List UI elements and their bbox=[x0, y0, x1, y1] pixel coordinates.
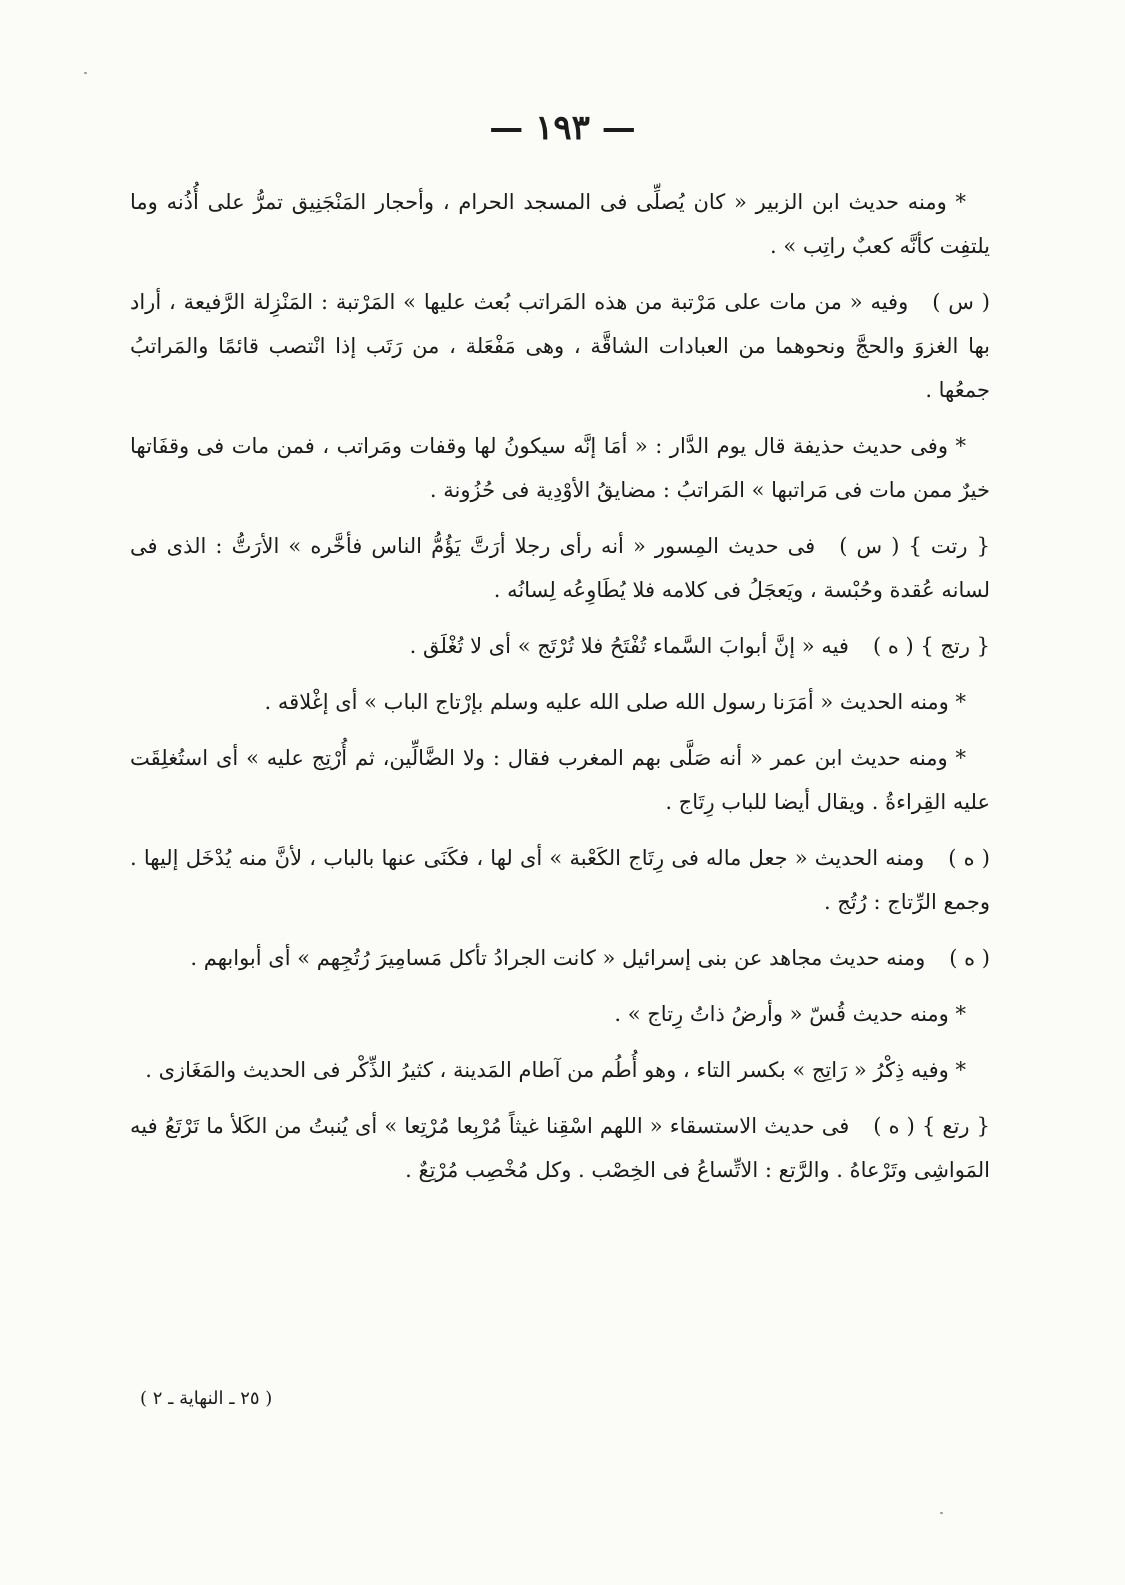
paragraph-text: * ومنه حديث قُسّ « وأرضُ ذاتُ رِتاج » . bbox=[614, 1002, 966, 1026]
scan-speck bbox=[84, 72, 87, 74]
paragraph bbox=[130, 280, 990, 412]
entry-tag: ( ه ) bbox=[949, 946, 990, 970]
entry-tag bbox=[966, 190, 990, 214]
paragraph bbox=[130, 936, 990, 980]
paragraph-text: ومنه الحديث « جعل ماله فى رِتَاج الكَعْبة » أى لها ، فكَنَى عنها بالباب ، لأنَّ منه يُدْخَل إليها . وجمع الرِّتاج : رُتُج . bbox=[130, 846, 990, 914]
paragraph-text: * ومنه الحديث « أمَرَنا رسول الله صلى الله عليه وسلم بإرْتاج الباب » أى إغْلاقه . bbox=[264, 690, 966, 714]
paragraph bbox=[130, 180, 990, 268]
paragraph bbox=[130, 1048, 990, 1092]
paragraph-text: فيه « إنَّ أبوابَ السَّماء تُفْتَحُ فلا تُرْتَج » أى لا تُغْلَق . bbox=[409, 634, 849, 658]
entry-tag bbox=[966, 1002, 990, 1026]
paragraph bbox=[130, 992, 990, 1036]
paragraph bbox=[130, 680, 990, 724]
paragraph-text: وفيه « من مات على مَرْتبة من هذه المَراتب بُعث عليها » المَرْتبة : المَنْزِلة الرَّفيعة ، أراد بها الغزوَ والحجَّ ونحوهما من العبادات الشاقَّة ، وهى مَفْعَلة ، من رَتَب إذا انْتصب قائمًا والمَراتبُ جمعُها . bbox=[130, 290, 990, 402]
paragraph bbox=[130, 524, 990, 612]
paragraph-text: * وفى حديث حذيفة قال يوم الدَّار : « أمَا إنَّه سيكونُ لها وقفات ومَراتب ، فمن مات فى وقفَاتها خيرٌ ممن مات فى مَراتبها » المَراتبُ : مضايقُ الأوْدِية فى حُزُونة . bbox=[130, 434, 990, 502]
paragraph-text: فى حديث المِسور « أنه رأى رجلا أرَتَّ يَؤُمُّ الناس فأخَّره » الأرَتُّ : الذى فى لسانه عُقدة وحُبْسة ، ويَعجَلُ فى كلامه فلا يُطَاوِعُه لِسانُه . bbox=[130, 534, 990, 602]
paragraph-text: * وفيه ذِكْرُ « رَاتِج » بكسر التاء ، وهو أُطُم من آطام المَدينة ، كثيرُ الذِّكْر فى الحديث والمَغَازى . bbox=[145, 1058, 966, 1082]
entry-tag bbox=[966, 1058, 990, 1082]
paragraph bbox=[130, 736, 990, 824]
scan-speck bbox=[940, 1512, 943, 1514]
entry-tag: { رتج } ( ه ) bbox=[872, 634, 990, 658]
paragraph bbox=[130, 624, 990, 668]
paragraph-text: ومنه حديث مجاهد عن بنى إسرائيل « كانت الجرادُ تأكل مَسامِيرَ رُتُجِهم » أى أبوابهم . bbox=[190, 946, 926, 970]
paragraph-text: * ومنه حديث ابن الزبير « كان يُصلِّى فى المسجد الحرام ، وأحجار المَنْجَنِيق تمرُّ على أُذُنه وما يلتفِت كأنَّه كعبٌ راتِب » . bbox=[130, 190, 990, 258]
entry-tag: ( س ) bbox=[932, 290, 990, 314]
entry-tag bbox=[966, 434, 990, 458]
entry-tag bbox=[966, 746, 990, 770]
paragraph bbox=[130, 1104, 990, 1192]
entry-tag: { رتع } ( ه ) bbox=[873, 1114, 990, 1138]
signature-footer: ( ٢٥ ـ النهاية ـ ٢ ) bbox=[140, 1388, 273, 1409]
entry-tag bbox=[966, 690, 990, 714]
entry-tag: { رتت } ( س ) bbox=[839, 534, 990, 558]
paragraph bbox=[130, 424, 990, 512]
paragraph bbox=[130, 836, 990, 924]
entry-tag: ( ه ) bbox=[948, 846, 990, 870]
paragraph-text: فى حديث الاستسقاء « اللهم اسْقِنا غيثاً مُرْبِعا مُرْتِعا » أى يُنبتُ من الكَلأ ما تَرْتَعُ فيه المَواشِى وتَرْعاهُ . والرَّتع : الاتِّساعُ فى الخِصْب . وكل مُخْصِب مُرْتِعٌ . bbox=[130, 1114, 990, 1182]
page-body bbox=[130, 180, 990, 1204]
paragraph-text: * ومنه حديث ابن عمر « أنه صَلَّى بهم المغرب فقال : ولا الضَّالِّين، ثم أُرْتِج عليه » أى استُغلِقَت عليه القِراءةُ . ويقال أيضا للباب رِتَاج . bbox=[130, 746, 990, 814]
page-number: — ١٩٣ — bbox=[489, 108, 636, 148]
